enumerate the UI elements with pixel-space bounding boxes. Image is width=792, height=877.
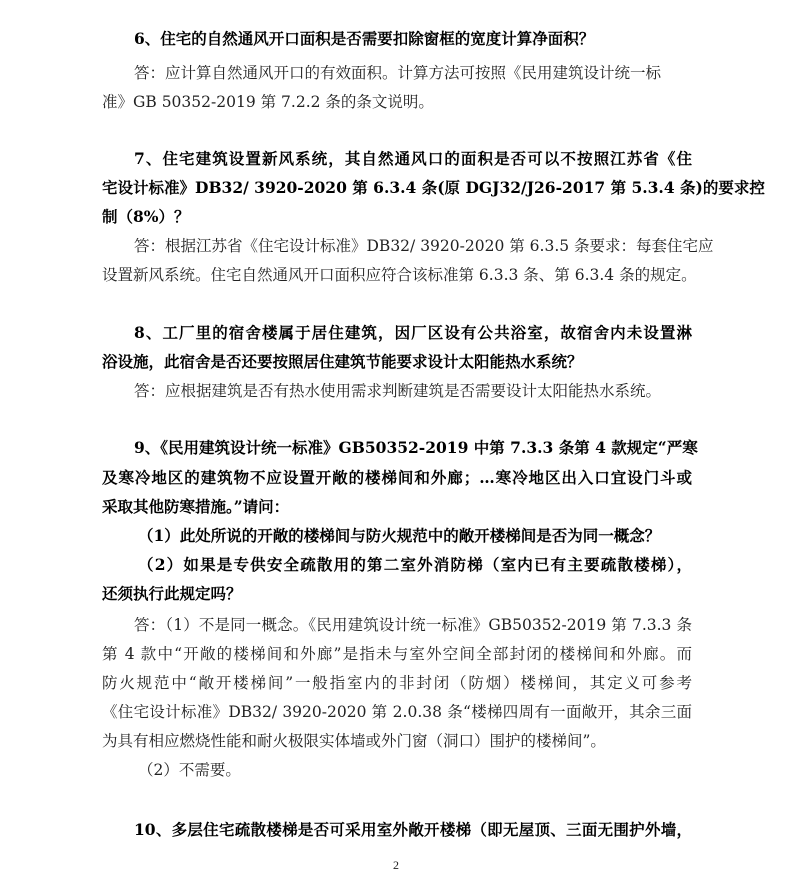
answer-7-line-1: 答：根据江苏省《住宅设计标准》DB32/ 3920-2020 第 6.3.5 条要求：每套住宅应 [134, 237, 714, 255]
answer-7-line-2: 设置新风系统。住宅自然通风开口面积应符合该标准第 6.3.3 条、第 6.3.4 条的规定。 [102, 266, 697, 284]
question-9-subquestion-2-line-2: 还须执行此规定吗？ [102, 584, 242, 603]
question-9-line-2: 及寒冷地区的建筑物不应设置开敞的楼梯间和外廊；…寒冷地区出入口宜设门斗或 [102, 468, 692, 487]
question-10-line-1: 10、多层住宅疏散楼梯是否可采用室外敞开楼梯（即无屋顶、三面无围护外墙， [134, 820, 692, 839]
question-9-subquestion-2-line-1: （2）如果是专供安全疏散用的第二室外消防梯（室内已有主要疏散楼梯）， [138, 555, 692, 574]
page-number: 2 [393, 858, 399, 872]
answer-9-line-2: 第 4 款中“开敞的楼梯间和外廊”是指未与室外空间全部封闭的楼梯间和外廊。而 [102, 645, 692, 663]
question-9-line-1: 9、《民用建筑设计统一标准》GB50352-2019 中第 7.3.3 条第 4 款规定“严寒 [134, 438, 698, 457]
question-8-line-1: 8、工厂里的宿舍楼属于居住建筑，因厂区设有公共浴室，故宿舍内未设置淋 [134, 323, 692, 342]
question-8-line-2: 浴设施，此宿舍是否还要按照居住建筑节能要求设计太阳能热水系统？ [102, 352, 583, 371]
question-9-subquestion-1: （1）此处所说的开敞的楼梯间与防火规范中的敞开楼梯间是否为同一概念？ [138, 526, 661, 545]
question-6-line-1: 6、住宅的自然通风开口面积是否需要扣除窗框的宽度计算净面积？ [134, 29, 595, 48]
answer-9-line-4: 《住宅设计标准》DB32/ 3920-2020 第 2.0.38 条“楼梯四周有一面敞开，其余三面 [102, 703, 692, 721]
answer-6-line-1: 答：应计算自然通风开口的有效面积。计算方法可按照《民用建筑设计统一标 [134, 64, 662, 82]
question-9-line-3: 采取其他防寒措施。”请问： [102, 497, 290, 516]
answer-6-line-2: 准》GB 50352-2019 第 7.2.2 条的条文说明。 [102, 93, 434, 111]
answer-8-line-1: 答：应根据建筑是否有热水使用需求判断建筑是否需要设计太阳能热水系统。 [134, 382, 662, 400]
question-7-line-3: 制（8%）？ [102, 207, 190, 226]
answer-9-line-6: （2）不需要。 [138, 761, 241, 779]
answer-9-line-3: 防火规范中“敞开楼梯间”一般指室内的非封闭（防烟）楼梯间，其定义可参考 [102, 674, 692, 692]
question-7-line-1: 7、住宅建筑设置新风系统，其自然通风口的面积是否可以不按照江苏省《住 [134, 149, 692, 168]
answer-9-line-5: 为具有相应燃烧性能和耐火极限实体墙或外门窗（洞口）围护的楼梯间”。 [102, 732, 606, 750]
answer-9-line-1: 答：（1）不是同一概念。《民用建筑设计统一标准》GB50352-2019 第 7.3.3 条 [134, 616, 692, 634]
question-7-line-2: 宅设计标准》DB32/ 3920-2020 第 6.3.4 条(原 DGJ32/J26-2017 第 5.3.4 条)的要求控 [102, 178, 765, 197]
